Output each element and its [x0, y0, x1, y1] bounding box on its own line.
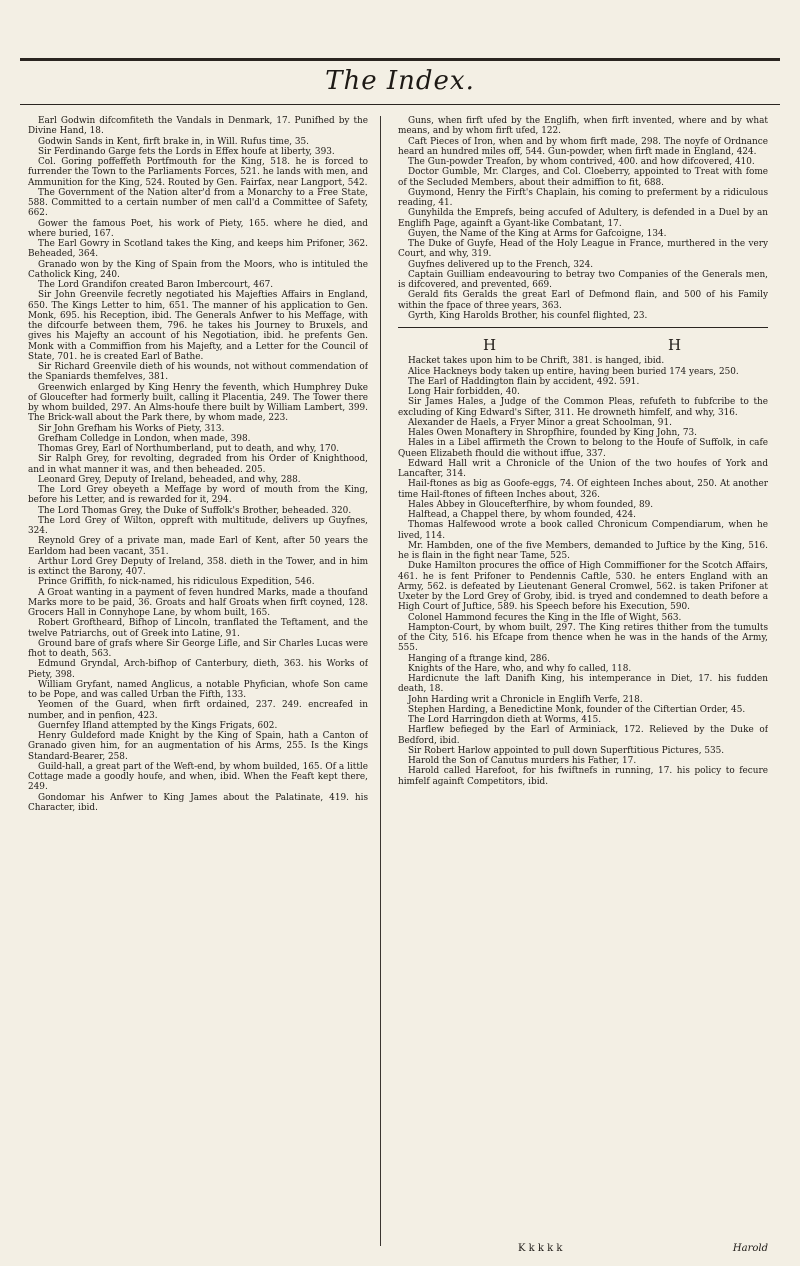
index-entry: Guyfnes delivered up to the French, 324. [408, 259, 594, 270]
index-entry: Alexander de Haels, a Fryer Minor a great Schoolman, 91. [408, 417, 672, 428]
index-entry: Gower the famous Poet, his work of Piety, 165. where he died, and where buried, 167. [28, 218, 368, 239]
index-entry: Hampton-Court, by whom built, 297. The King retires thither from the tumults of the City, 516. his Efcape from thence when he was in the hands of the Army, 555. [398, 622, 768, 654]
top-rule [20, 58, 780, 61]
catchword: Harold [732, 1243, 768, 1254]
index-entry: Gondomar his Anfwer to King James about the Palatinate, 419. his Character, ibid. [28, 792, 368, 813]
index-entry: Colonel Hammond fecures the King in the Ifle of Wight, 563. [408, 612, 682, 623]
index-entry: Robert Groftheard, Bifhop of Lincoln, tranflated the Teftament, and the twelve Patriarchs, out of Greek into Latine, 91. [28, 618, 368, 639]
signature-mark: K k k k k [518, 1243, 563, 1254]
index-entry: Guns, when firft ufed by the Englifh, when firft invented, where and by what means, and by whom firft ufed, 122. [398, 116, 768, 137]
index-entry: Guild-hall, a great part of the Weft-end, by whom builded, 165. Of a little Cottage made a goodly houfe, and when, ibid. When the Feaft kept there, 249. [28, 761, 368, 793]
index-entry: The Earl Gowry in Scotland takes the King, and keeps him Prifoner, 362. Beheaded, 364. [28, 239, 368, 260]
index-entry: Ground bare of grafs where Sir George Lifle, and Sir Charles Lucas were fhot to death, 563. [28, 638, 368, 659]
index-entry: Harflew befieged by the Earl of Arminiack, 172. Relieved by the Duke of Bedford, ibid. [398, 725, 768, 746]
index-entry: Gerald fits Geralds the great Earl of Defmond flain, and 500 of his Family within the fpace of three years, 363. [398, 290, 768, 311]
index-entry: Earl Godwin difcomfiteth the Vandals in Denmark, 17. Punifhed by the Divine Hand, 18. [28, 116, 368, 137]
index-entry: Grefham Colledge in London, when made, 398. [38, 433, 251, 444]
index-entry: Col. Goring poffeffeth Portfmouth for the King, 518. he is forced to furrender the Town to the Parliaments Forces, 521. he lands with men, and Ammunition for the King, 524. Routed by Gen. Fairfax, near Langport, 542. [28, 157, 368, 188]
index-entry: Yeomen of the Guard, when firft ordained, 237. 249. encreafed in number, and in penfion, 423. [28, 700, 368, 721]
index-entry: Gunyhilda the Emprefs, being accufed of Adultery, is defended in a Duel by an Englifh Page, againft a Gyant-like Combatant, 17. [398, 208, 768, 229]
index-entry: Arthur Lord Grey Deputy of Ireland, 358. dieth in the Tower, and in him is extinct the Barony, 407. [28, 556, 368, 577]
index-entry: Alice Hackneys body taken up entire, having been buried 174 years, 250. [408, 366, 739, 377]
index-entry: Hanging of a ftrange kind, 286. [408, 653, 550, 664]
index-entry: Godwin Sands in Kent, firft brake in, in Will. Rufus time, 35. [38, 136, 309, 147]
index-entry: The Earl of Haddington flain by accident, 492. 591. [408, 376, 640, 387]
index-entry: Hales Abbey in Gloucefterfhire, by whom founded, 89. [408, 499, 654, 510]
index-entry: Edward Hall writ a Chronicle of the Union of the two houfes of York and Lancafter, 314. [398, 458, 768, 479]
index-entry: Sir Richard Greenvile dieth of his wounds, not without commendation of the Spaniards themfelves, 381. [28, 362, 368, 383]
index-entry: The Lord Thomas Grey, the Duke of Suffolk's Brother, beheaded. 320. [38, 505, 352, 516]
index-entry: Sir John Greenvile fecretly negotiated his Majefties Affairs in England, 650. The Kings Letter to him, 651. The manner of his application to Gen. Monk, 695. his Reception, ibid. The Generals Anfwer to his Meffage, with the difcourfe between them, 796. he takes his Journey to Bruxels, and gives his Majefty an account of his Negotiation, ibid. he prefents Gen. Monk with a Commiffion from his Majefty, and a Letter for the Council of State, 701. he is created Earl of Bathe. [28, 290, 368, 362]
index-entry: William Gryfant, named Anglicus, a notable Phyfician, whofe Son came to be Pope, and was called Urban the Fifth, 133. [28, 679, 368, 700]
index-entry: Thomas Halfewood wrote a book called Chronicum Compendiarum, when he lived, 114. [398, 520, 768, 541]
index-entry: Greenwich enlarged by King Henry the feventh, which Humphrey Duke of Gloucefter had formerly built, calling it Placentia, 249. The Tower there by whom builded, 297. An Alms-houfe there built by William Lambert, 399. The Brick-wall about the Park there, by whom made, 223. [28, 382, 368, 424]
index-entry: Hales Owen Monaftery in Shropfhire, founded by King John, 73. [408, 428, 697, 438]
index-entry: Stephen Harding, a Benedictine Monk, founder of the Ciftertian Order, 45. [408, 704, 746, 715]
index-entry: Reynold Grey of a private man, made Earl of Kent, after 50 years the Earldom had been vacant, 351. [28, 536, 368, 557]
catchline [398, 1243, 768, 1254]
index-entry: Mr. Hambden, one of the five Members, demanded to Juftice by the King, 516. he is flain in the fight near Tame, 525. [398, 540, 768, 561]
left-column [28, 116, 368, 1241]
index-entry: Prince Griffith, fo nick-named, his ridiculous Expedition, 546. [38, 577, 315, 588]
index-entry: Sir John Grefham his Works of Piety, 313. [38, 423, 225, 434]
index-entry: Sir Ferdinando Garge fets the Lords in Effex houfe at liberty, 393. [38, 146, 335, 157]
index-entry: Guyen, the Name of the King at Arms for Gafcoigne, 134. [408, 228, 667, 239]
index-entry: Halftead, a Chappel there, by whom founded, 424. [408, 510, 636, 520]
index-entry: Sir Robert Harlow appointed to pull down Superftitious Pictures, 535. [408, 745, 725, 756]
index-entry: The Lord Grey of Wilton, oppreft with multitude, delivers up Guyfnes, 324. [28, 515, 368, 536]
index-entry: Captain Guilliam endeavouring to betray two Companies of the Generals men, is difcovered, and prevented, 669. [398, 269, 768, 290]
index-entry: Doctor Gumble, Mr. Clarges, and Col. Cloeberry, appointed to Treat with fome of the Secluded Members, about their admiffion to fit, 688. [398, 167, 768, 188]
index-entry: Hales in a Libel affirmeth the Crown to belong to the Houfe of Suffolk, in cafe Queen Elizabeth fhould die without iffue, 337. [398, 438, 768, 459]
heading-rule [20, 104, 780, 105]
right-g-entries [398, 116, 768, 321]
index-entry: Gyrth, King Harolds Brother, his counfel flighted, 23. [408, 310, 648, 321]
section-letter: H [667, 336, 684, 354]
column-divider [380, 116, 381, 1246]
index-entry: Leonard Grey, Deputy of Ireland, beheaded, and why, 288. [38, 474, 301, 485]
index-entry: Edmund Gryndal, Arch-bifhop of Canterbury, dieth, 363. his Works of Piety, 398. [28, 659, 368, 680]
index-entry: Caft Pieces of Iron, when and by whom firft made, 298. The noyfe of Ordnance heard an hundred miles off, 544. Gun-powder, when firft made in England, 424. [398, 136, 768, 157]
index-entry: Sir Ralph Grey, for revolting, degraded from his Order of Knighthood, and in what manner it was, and then beheaded. 205. [28, 454, 368, 475]
index-entry: Hardicnute the laft Danifh King, his intemperance in Diet, 17. his fudden death, 18. [398, 674, 768, 695]
index-entry: Hacket takes upon him to be Chrift, 381. is hanged, ibid. [408, 356, 665, 367]
right-column [398, 116, 768, 1241]
index-entry: A Groat wanting in a payment of feven hundred Marks, made a thoufand Marks more to be paid, 36. Groats and half Groats when firft coyned, 128. Grocers Hall in Connyhope Lane, by whom built, 165. [28, 587, 368, 618]
index-entry: Thomas Grey, Earl of Northumberland, put to death, and why, 170. [38, 444, 340, 454]
page-heading: The Index. [325, 66, 475, 96]
index-entry: The Gun-powder Treafon, by whom contrived, 400. and how difcovered, 410. [408, 157, 755, 167]
section-rule [398, 327, 768, 328]
index-entry: The Government of the Nation alter'd from a Monarchy to a Free State, 588. Committed to a certain number of men call'd a Committee of Safety, 662. [28, 187, 368, 219]
index-entry: Granado won by the King of Spain from the Moors, who is intituled the Catholick King, 240. [28, 259, 368, 280]
index-entry: Guymond, Henry the Firft's Chaplain, his coming to preferment by a ridiculous reading, 41. [398, 187, 768, 208]
section-header-h [398, 336, 768, 354]
index-entry: John Harding writ a Chronicle in Englifh Verfe, 218. [408, 694, 643, 705]
index-entry: Harold the Son of Canutus murders his Father, 17. [408, 756, 637, 766]
index-entry: The Duke of Guyfe, Head of the Holy League in France, murthered in the very Court, and why, 319. [398, 239, 768, 260]
index-entry: Duke Hamilton procures the office of High Commiffioner for the Scotch Affairs, 461. he is fent Prifoner to Pendennis Caftle, 530. he enters England with an Army, 562. is defeated by Lieutenant General Cromwel, 562. is taken Prifoner at Uxeter by the Lord Grey of Groby, ibid. is tryed and condemned to death before a High Court of Juftice, 589. his Speech before his Execution, 590. [398, 561, 768, 613]
index-entry: Long Hair forbidden, 40. [408, 387, 520, 397]
index-entry: Sir James Hales, a Judge of the Common Pleas, refufeth to fubfcribe to the excluding of King Edward's Sifter, 311. He drowneth himfelf, and why, 316. [398, 397, 768, 418]
index-entry: Harold called Harefoot, for his fwiftnefs in running, 17. his policy to fecure himfelf againft Competitors, ibid. [398, 766, 768, 787]
index-entry: Guernfey Ifland attempted by the Kings Frigats, 602. [38, 720, 278, 731]
index-entry: Hail-ftones as big as Goofe-eggs, 74. Of eighteen Inches about, 250. At another time Hail-ftones of fifteen Inches about, 326. [398, 479, 768, 500]
index-entry: The Lord Grey obeyeth a Meffage by word of mouth from the King, before his Letter, and is rewarded for it, 294. [28, 485, 368, 506]
index-entry: Henry Guldeford made Knight by the King of Spain, hath a Canton of Granado given him, for an augmentation of his Arms, 255. Is the Kings Standard-Bearer, 258. [28, 731, 368, 762]
right-h-entries [398, 356, 768, 787]
index-entry: The Lord Grandifon created Baron Imbercourt, 467. [38, 280, 274, 290]
index-entry: Knights of the Hare, who, and why fo called, 118. [408, 663, 632, 674]
section-letter: H [482, 336, 499, 354]
index-entry: The Lord Harringdon dieth at Worms, 415. [408, 715, 602, 725]
